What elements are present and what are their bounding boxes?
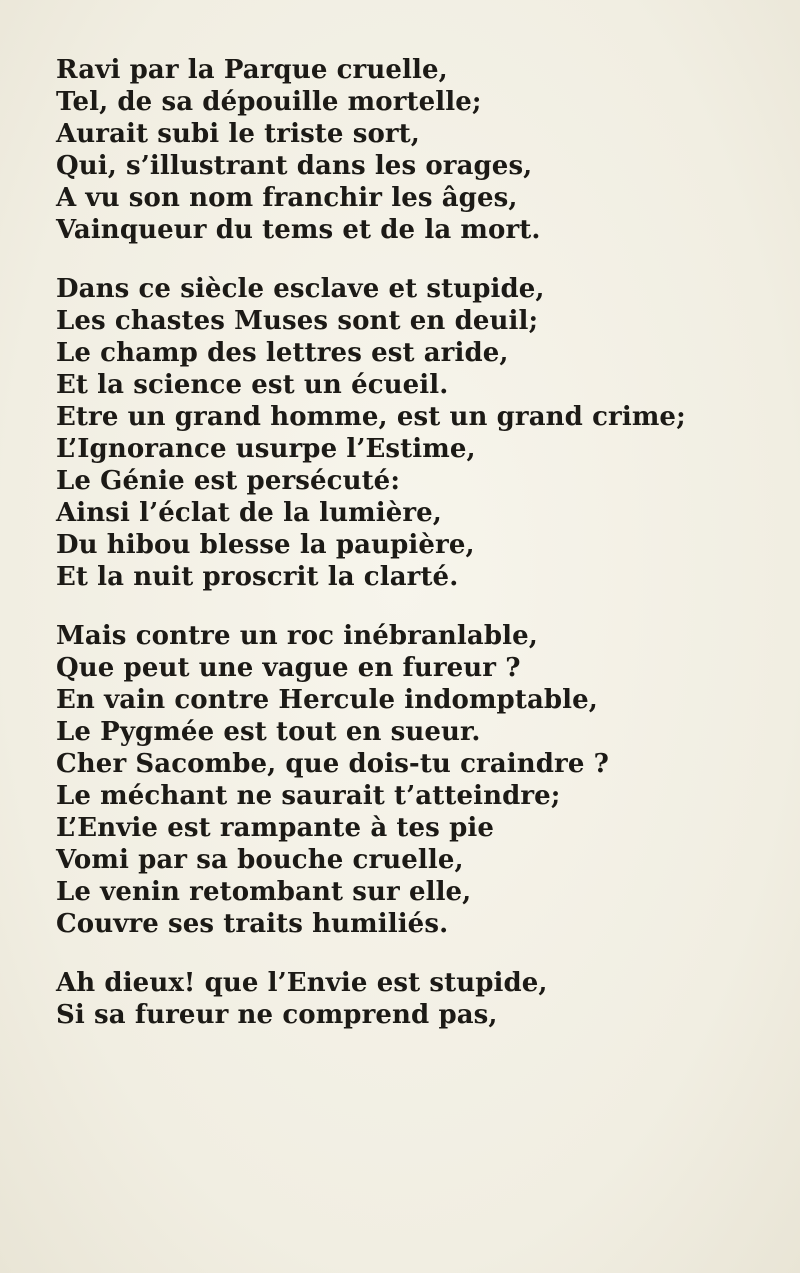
verse-line: Tel, de sa dépouille mortelle; xyxy=(56,87,482,117)
verse-line: A vu son nom franchir les âges, xyxy=(56,183,518,213)
verse-line: Aurait subi le triste sort, xyxy=(56,119,420,149)
verse-line: Etre un grand homme, est un grand crime; xyxy=(56,402,686,432)
verse-line: Mais contre un roc inébranlable, xyxy=(56,621,538,651)
verse-line: Que peut une vague en fureur ? xyxy=(56,653,521,683)
verse-line: Ravi par la Parque cruelle, xyxy=(56,55,448,85)
verse-line: Ainsi l’éclat de la lumière, xyxy=(56,498,442,528)
verse-line: Vomi par sa bouche cruelle, xyxy=(56,845,464,875)
poem-text xyxy=(56,54,776,1058)
verse-line: Du hibou blesse la paupière, xyxy=(56,530,475,560)
stanza-1 xyxy=(56,54,776,246)
verse-line: Et la science est un écueil. xyxy=(56,370,449,400)
verse-line: Ah dieux! que l’Envie est stupide, xyxy=(56,968,548,998)
verse-line: Le Génie est persécuté: xyxy=(56,466,401,496)
stanza-3 xyxy=(56,620,776,940)
verse-line: Le méchant ne saurait t’atteindre; xyxy=(56,781,561,811)
stanza-4 xyxy=(56,967,776,1031)
verse-line: Couvre ses traits humiliés. xyxy=(56,909,449,939)
verse-line: Qui, s’illustrant dans les orages, xyxy=(56,151,533,181)
verse-line: Si sa fureur ne comprend pas, xyxy=(56,1000,498,1030)
verse-line: Et la nuit proscrit la clarté. xyxy=(56,562,459,592)
verse-line: Le venin retombant sur elle, xyxy=(56,877,472,907)
verse-line: L’Ignorance usurpe l’Estime, xyxy=(56,434,476,464)
verse-line: En vain contre Hercule indomptable, xyxy=(56,685,598,715)
verse-line: Cher Sacombe, que dois-tu craindre ? xyxy=(56,749,609,779)
verse-line: Le Pygmée est tout en sueur. xyxy=(56,717,481,747)
verse-line: Le champ des lettres est aride, xyxy=(56,338,509,368)
verse-line: Vainqueur du tems et de la mort. xyxy=(56,215,541,245)
stanza-2 xyxy=(56,273,776,593)
verse-line: Dans ce siècle esclave et stupide, xyxy=(56,274,545,304)
verse-line: Les chastes Muses sont en deuil; xyxy=(56,306,539,336)
verse-line: L’Envie est rampante à tes pie xyxy=(56,813,494,843)
